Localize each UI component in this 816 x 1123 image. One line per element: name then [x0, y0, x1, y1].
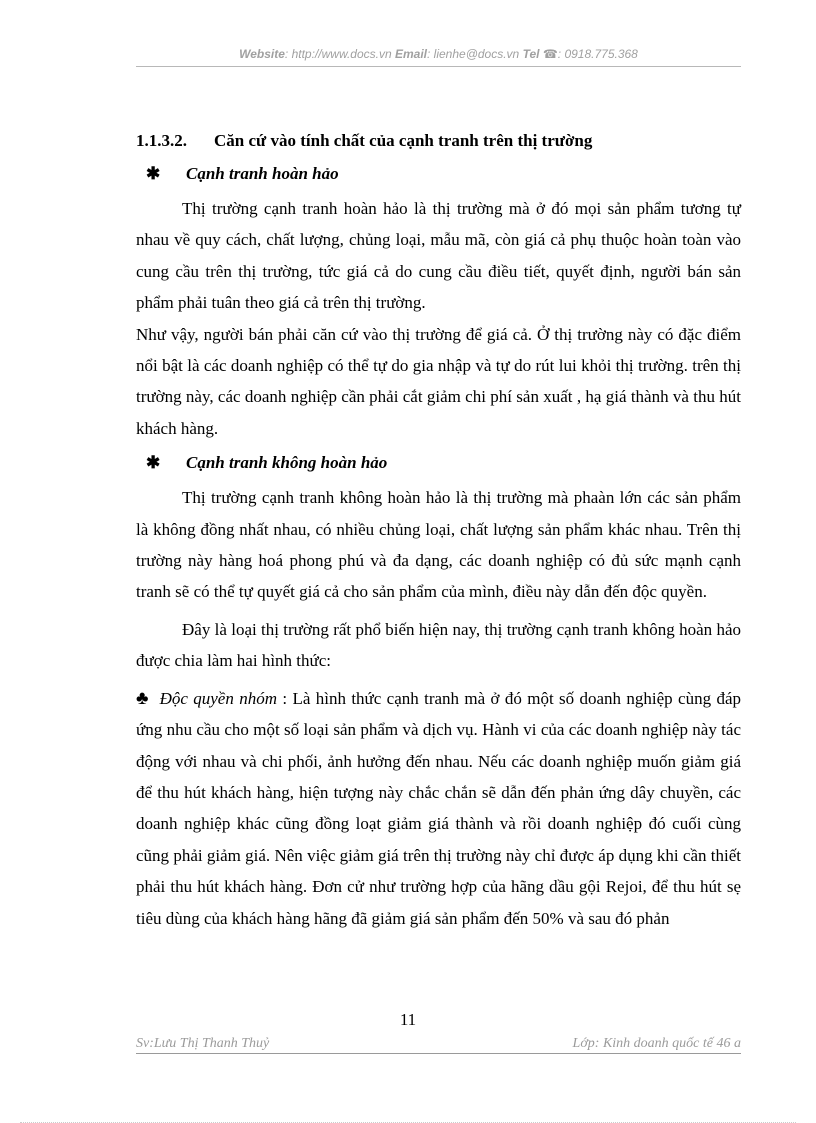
asterisk-bullet-icon: ✱: [146, 164, 161, 183]
footer-class: Lớp: Kinh doanh quốc tế 46 a: [572, 1036, 741, 1051]
document-body: [136, 128, 741, 934]
asterisk-bullet-icon: ✱: [146, 453, 161, 473]
email-label: Email: [394, 47, 427, 61]
bullet-title: Cạnh tranh không hoàn hảo: [186, 453, 388, 473]
bullet-perfect-competition: [136, 161, 741, 187]
bullet-imperfect-competition: [136, 450, 741, 476]
email-value: : lienhe@docs.vn: [427, 47, 520, 61]
page-number: 11: [399, 1010, 417, 1029]
phone-icon: ☎: [542, 47, 558, 61]
page-footer: [136, 1036, 741, 1054]
paragraph: Như vậy, người bán phải căn cứ vào thị trường để giá cả. Ở thị trường này có đặc điểm nổi bật là các doanh nghiệp có thể tự do gia nhập và tự do rút lui khỏi thị trường. trên thị trường này, các doanh nghiệp cần phải cắt giảm chi phí sản xuất , hạ giá thành và thu hút khách hàng.: [136, 324, 741, 438]
paragraph-oligopoly: [136, 683, 741, 934]
oligopoly-text: : Là hình thức cạnh tranh mà ở đó một số doanh nghiệp cùng đáp ứng nhu cầu cho một số loại sản phẩm và dịch vụ. Hành vi của các doanh nghiệp này tác động với nhau và chi phối, ảnh hưởng đến nhau. Nếu các doanh nghiệp muốn giảm giá để thu hút khách hàng, hiện tượng này chắc chắn sẽ dẫn đến phản ứng dây chuyền, các doanh nghiệp khác cũng đồng loạt giảm giá thành và rồi doanh nghiệp đó cuối cùng cũng phải giảm giá. Nên việc giảm giá trên thị trường này chỉ được áp dụng khi cần thiết phải thu hút khách hàng. Đơn cử như trường hợp của hãng dầu gội Rejoi, để thu hút sẹ tiêu dùng của khách hàng hãng đã giảm giá sản phẩm đến 50% và sau đó phản: [136, 688, 741, 928]
header-rule: [136, 66, 741, 67]
paragraph: Thị trường cạnh tranh không hoàn hảo là thị trường mà phaàn lớn các sản phẩm là không đồng nhất nhau, có nhiều chủng loại, chất lượng sản phẩm khác nhau. Trên thị trường này hàng hoá phong phú và đa dạng, các doanh nghiệp có đủ sức mạnh cạnh tranh sẽ có thể tự quyết giá cả cho sản phẩm của mình, điều này dẫn đến độc quyền.: [136, 488, 741, 602]
section-heading: [136, 128, 741, 154]
term-oligopoly: Độc quyền nhóm: [159, 688, 277, 708]
bullet-title: Cạnh tranh hoàn hảo: [186, 164, 339, 183]
website-label: Website: [239, 47, 285, 61]
website-value: : http://www.docs.vn: [284, 47, 392, 61]
tel-value: : 0918.775.368: [557, 47, 638, 61]
paragraph: Đây là loại thị trường rất phổ biến hiện nay, thị trường cạnh tranh không hoàn hảo được chia làm hai hình thức:: [136, 619, 741, 671]
footer-student: Sv:Lưu Thị Thanh Thuỷ: [136, 1036, 270, 1051]
paragraph: Thị trường cạnh tranh hoàn hảo là thị trường mà ở đó mọi sản phẩm tương tự nhau về quy cách, chất lượng, chủng loại, mẫu mã, còn giá cả phụ thuộc hoàn toàn vào cung cầu trên thị trường, tức giá cả do cung cầu điều tiết, quyết định, người bán sản phẩm phải tuân theo giá cả trên thị trường.: [136, 199, 741, 313]
section-number: 1.1.3.2.: [136, 131, 187, 150]
tel-label: Tel: [522, 47, 540, 61]
club-bullet-icon: ♣: [136, 687, 150, 709]
section-title: Căn cứ vào tính chất của cạnh tranh trên thị trường: [214, 131, 593, 150]
page-header: [136, 47, 741, 61]
